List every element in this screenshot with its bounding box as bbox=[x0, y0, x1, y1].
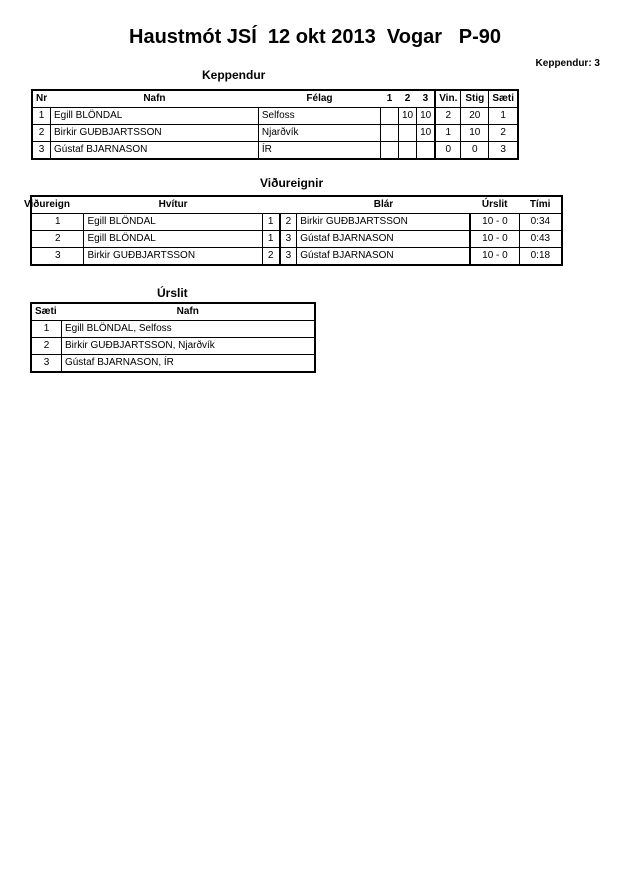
time-cell: 0:34 bbox=[519, 214, 561, 231]
col-header: Stig bbox=[461, 91, 489, 108]
results-header-row bbox=[32, 304, 315, 321]
competitors-heading: Keppendur bbox=[202, 68, 266, 82]
col-header: Sæti bbox=[32, 304, 62, 321]
white-nr-cell: 2 bbox=[262, 248, 279, 265]
blue-nr-cell: 2 bbox=[280, 214, 297, 231]
wins-cell: 1 bbox=[435, 125, 461, 142]
table-row bbox=[32, 231, 562, 248]
round-cell: 10 bbox=[417, 108, 436, 125]
white-nr-cell: 1 bbox=[262, 214, 279, 231]
col-header: Vin. bbox=[435, 91, 461, 108]
name-cell: Egill BLÖNDAL bbox=[50, 108, 258, 125]
wins-cell: 2 bbox=[435, 108, 461, 125]
col-header: Tími bbox=[519, 197, 561, 214]
round-cell bbox=[398, 142, 416, 159]
points-cell: 20 bbox=[461, 108, 489, 125]
blue-name-cell: Gústaf BJARNASON bbox=[297, 248, 470, 265]
col-header: Úrslit bbox=[470, 197, 519, 214]
col-header: 2 bbox=[398, 91, 416, 108]
results-heading: Úrslit bbox=[157, 286, 188, 300]
matches-table bbox=[24, 196, 562, 265]
place-cell: 3 bbox=[489, 142, 518, 159]
round-cell bbox=[417, 142, 436, 159]
col-header: Nafn bbox=[61, 304, 314, 321]
col-header: Sæti bbox=[489, 91, 518, 108]
table-row bbox=[32, 321, 315, 338]
points-cell: 10 bbox=[461, 125, 489, 142]
place-cell: 1 bbox=[32, 321, 62, 338]
name-cell: Birkir GUÐBJARTSSON bbox=[50, 125, 258, 142]
round-cell bbox=[381, 142, 399, 159]
table-row bbox=[33, 142, 518, 159]
round-cell: 10 bbox=[417, 125, 436, 142]
matches-header-row bbox=[32, 197, 562, 214]
page-title: Haustmót JSÍ 12 okt 2013 Vogar P-90 bbox=[129, 26, 501, 48]
club-cell: Selfoss bbox=[258, 108, 380, 125]
round-cell bbox=[398, 125, 416, 142]
place-cell: 2 bbox=[32, 338, 62, 355]
place-cell: 2 bbox=[489, 125, 518, 142]
white-name-cell: Egill BLÖNDAL bbox=[84, 214, 262, 231]
col-header: 3 bbox=[417, 91, 436, 108]
name-cell: Egill BLÖNDAL, Selfoss bbox=[61, 321, 314, 338]
nr-cell: 1 bbox=[33, 108, 51, 125]
round-cell bbox=[381, 125, 399, 142]
table-row bbox=[32, 338, 315, 355]
round-cell: 10 bbox=[398, 108, 416, 125]
competitors-table bbox=[32, 90, 518, 159]
club-cell: ÍR bbox=[258, 142, 380, 159]
round-cell bbox=[381, 108, 399, 125]
col-header bbox=[262, 197, 279, 214]
col-header: Blár bbox=[297, 197, 470, 214]
matches-heading: Viðureignir bbox=[260, 176, 324, 190]
result-cell: 10 - 0 bbox=[470, 214, 519, 231]
col-header bbox=[280, 197, 297, 214]
club-cell: Njarðvík bbox=[258, 125, 380, 142]
result-cell: 10 - 0 bbox=[470, 248, 519, 265]
blue-nr-cell: 3 bbox=[280, 248, 297, 265]
blue-name-cell: Gústaf BJARNASON bbox=[297, 231, 470, 248]
name-cell: Gústaf BJARNASON bbox=[50, 142, 258, 159]
place-cell: 3 bbox=[32, 355, 62, 372]
match-number-cell: 2 bbox=[32, 231, 84, 248]
time-cell: 0:43 bbox=[519, 231, 561, 248]
match-number-cell: 3 bbox=[32, 248, 84, 265]
col-header: Félag bbox=[258, 91, 380, 108]
nr-cell: 2 bbox=[33, 125, 51, 142]
wins-cell: 0 bbox=[435, 142, 461, 159]
competitors-header-row bbox=[33, 91, 518, 108]
table-row bbox=[32, 355, 315, 372]
blue-nr-cell: 3 bbox=[280, 231, 297, 248]
table-row bbox=[33, 108, 518, 125]
points-cell: 0 bbox=[461, 142, 489, 159]
table-row bbox=[32, 248, 562, 265]
result-cell: 10 - 0 bbox=[470, 231, 519, 248]
col-header: 1 bbox=[381, 91, 399, 108]
col-header: Nr bbox=[33, 91, 51, 108]
col-header: Hvítur bbox=[84, 197, 262, 214]
name-cell: Gústaf BJARNASON, ÍR bbox=[61, 355, 314, 372]
blue-name-cell: Birkir GUÐBJARTSSON bbox=[297, 214, 470, 231]
table-row bbox=[32, 214, 562, 231]
match-number-cell: 1 bbox=[32, 214, 84, 231]
time-cell: 0:18 bbox=[519, 248, 561, 265]
white-name-cell: Birkir GUÐBJARTSSON bbox=[84, 248, 262, 265]
white-nr-cell: 1 bbox=[262, 231, 279, 248]
place-cell: 1 bbox=[489, 108, 518, 125]
results-table bbox=[31, 303, 315, 372]
name-cell: Birkir GUÐBJARTSSON, Njarðvík bbox=[61, 338, 314, 355]
table-row bbox=[33, 125, 518, 142]
nr-cell: 3 bbox=[33, 142, 51, 159]
col-header: Viðureign bbox=[21, 197, 73, 214]
white-name-cell: Egill BLÖNDAL bbox=[84, 231, 262, 248]
competitor-count: Keppendur: 3 bbox=[535, 58, 600, 69]
col-header: Nafn bbox=[50, 91, 258, 108]
